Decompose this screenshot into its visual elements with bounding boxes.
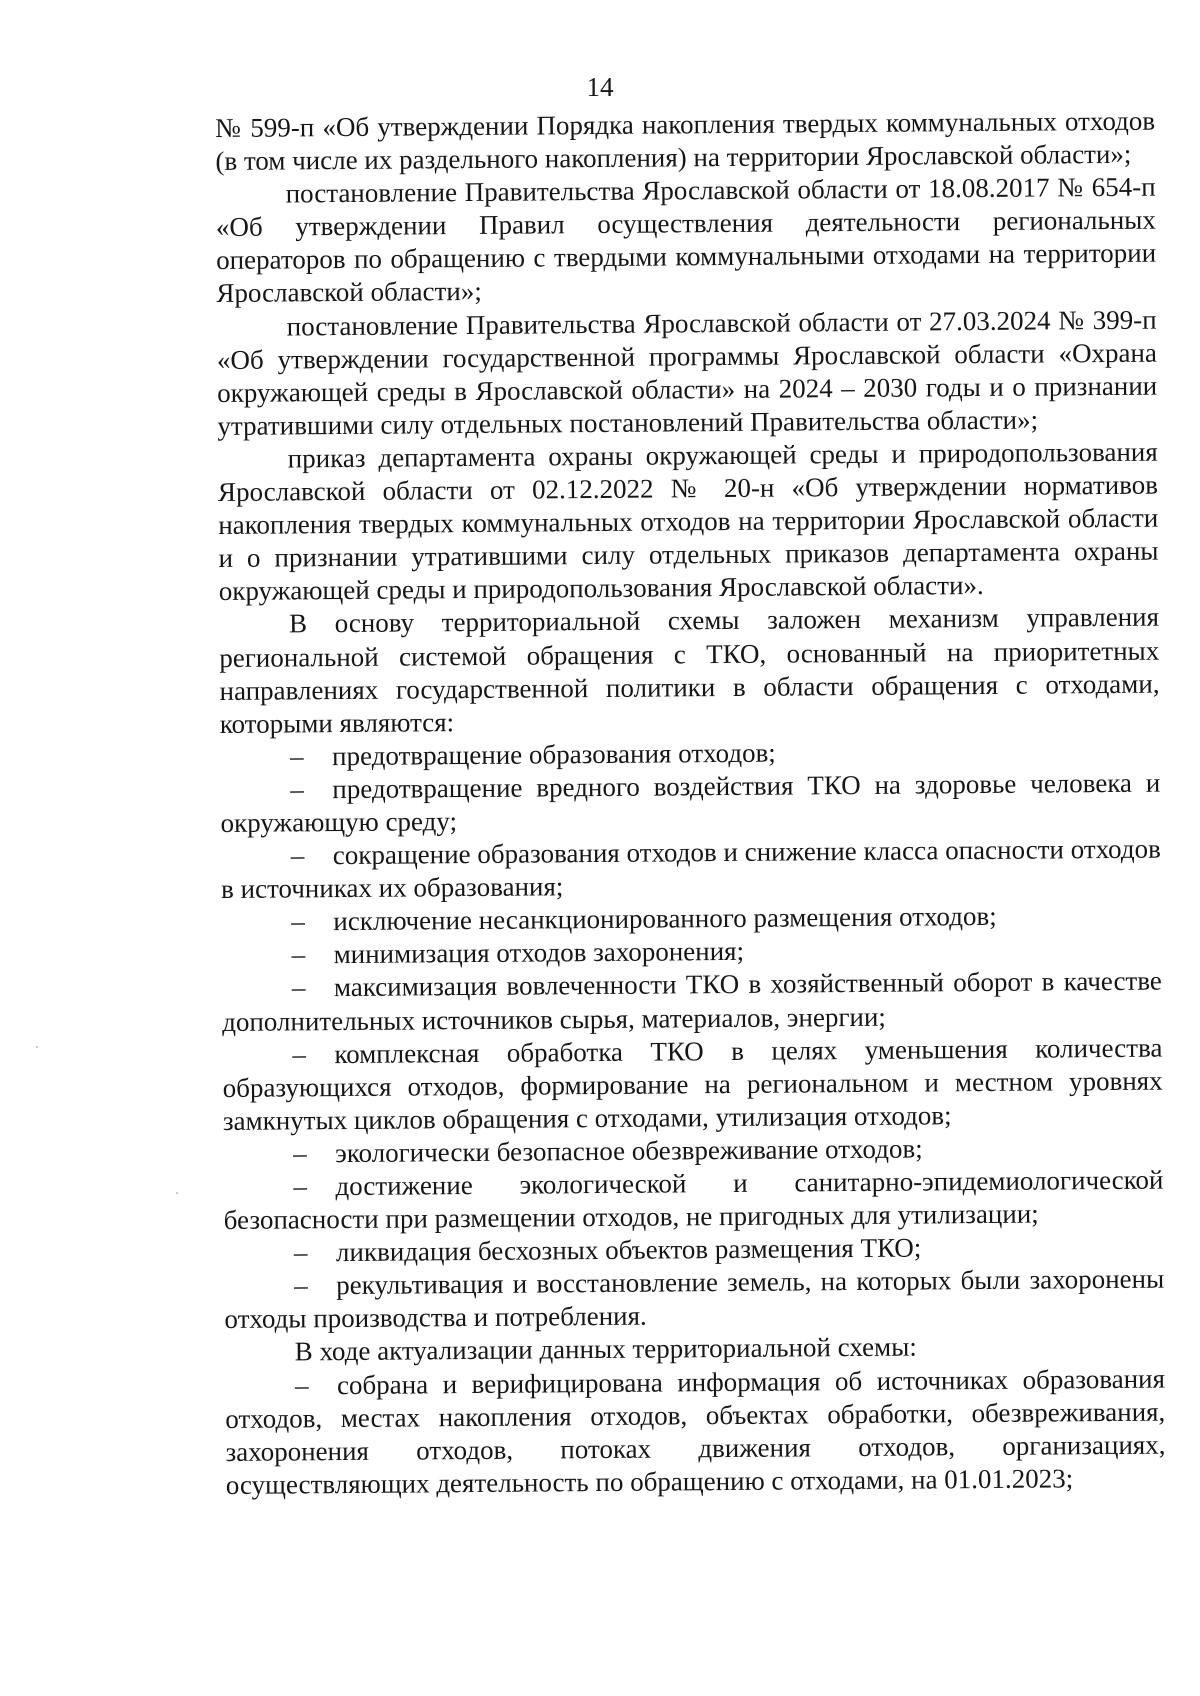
list-item [225,1362,1166,1502]
list-item-text: собрана и верифицирована информация об источниках образования отходов, местах накопления отходов, объектах обработки, обезвреживания, захоронения отходов, потоках движения отходов, организациях, осуществляющих деятельность по обращению с отходами, на 01.01.2023; [225,1363,1166,1500]
list-item-text: предотвращение образования отходов; [331,737,776,771]
dash-marker: – [290,774,304,805]
dash-marker: – [291,972,306,1003]
paragraph-continuation: № 599-п «Об утверждении Порядка накопления твердых коммунальных отходов (в том числе их раздельного накопления) на территории Ярославской области»; [215,105,1156,177]
dash-marker: – [291,939,306,970]
scan-speck [176,1192,178,1194]
dash-marker: – [294,1270,308,1301]
paragraph-resolution-654: постановление Правительства Ярославской области от 18.08.2017 № 654-п «Об утверждении Правил осуществления деятельности региональных операторов по обращению с твердыми коммунальными отходами на территории Ярославской области»; [215,171,1157,309]
scan-speck [36,1046,38,1048]
document-body [215,105,1166,1502]
list-item-text: достижение экологической и санитарно-эпидемиологической безопасности при размещении отходов, не пригодных для утилизации; [223,1164,1164,1236]
list-item-text: комплексная обработка ТКО в целях уменьшения количества образующихся отходов, формирование на региональном и местном уровнях замкнутых циклов обращения с отходами, утилизация отходов; [222,1032,1163,1136]
list-item-text: исключение несанкционированного размещения отходов; [333,901,997,937]
list-item-text: сокращение образования отходов и снижение класса опасности отходов в источниках их образования; [220,833,1161,905]
list-item [222,1031,1163,1138]
paragraph-order-20n: приказ департамента охраны окружающей среды и природопользования Ярославской области от 02.12.2022 № 20-н «Об утверждении нормативов накопления твердых коммунальных отходов на территории Ярославской области и о признании утратившими силу отдельных приказов департамента охраны окружающей среды и природопользования Ярославской области». [217,436,1159,607]
list-item [223,1164,1163,1238]
paragraph-mechanism: В основу территориальной схемы заложен механизм управления региональной системой обращения с ТКО, основанный на приоритетных направлениях государственной политики в области обращения с отходами, которыми являются: [219,602,1160,739]
dash-marker: – [289,741,304,772]
list-item [220,766,1160,840]
page-number: 14 [586,72,614,102]
dash-marker: – [293,1237,308,1268]
list-item-text: предотвращение вредного воздействия ТКО на здоровье человека и окружающую среду; [220,767,1161,838]
list-item-text: рекультивация и восстановление земель, на которых были захоронены отходы производства и потребления. [224,1263,1165,1335]
list-item-text: максимизация вовлеченности ТКО в хозяйственный оборот в качестве дополнительных источников сырья, материалов, энергии; [222,966,1162,1037]
list-item-text: ликвидация бесхозных объектов размещения ТКО; [335,1232,922,1268]
dash-marker: – [291,906,305,937]
dash-marker: – [290,840,305,871]
update-list [225,1362,1166,1502]
list-item [222,965,1162,1039]
paragraph-update-intro: В ходе актуализации данных территориальной схемы: [294,1331,917,1367]
list-item-text: минимизация отходов захоронения; [333,936,745,970]
dash-marker: – [293,1171,308,1202]
list-item [224,1263,1164,1337]
dash-marker: – [292,1038,307,1070]
paragraph-resolution-399: постановление Правительства Ярославской области от 27.03.2024 № 399-п «Об утверждении государственной программы Ярославской области «Охрана окружающей среды в Ярославской области» на 2024 – 2030 годы и о признании утратившими силу отдельных постановлений Правительства области»; [216,304,1158,441]
list-item-text: экологически безопасное обезвреживание отходов; [335,1133,923,1168]
dash-marker: – [294,1369,309,1400]
dash-marker: – [293,1138,307,1169]
list-item [221,833,1161,907]
priorities-list [220,733,1165,1336]
